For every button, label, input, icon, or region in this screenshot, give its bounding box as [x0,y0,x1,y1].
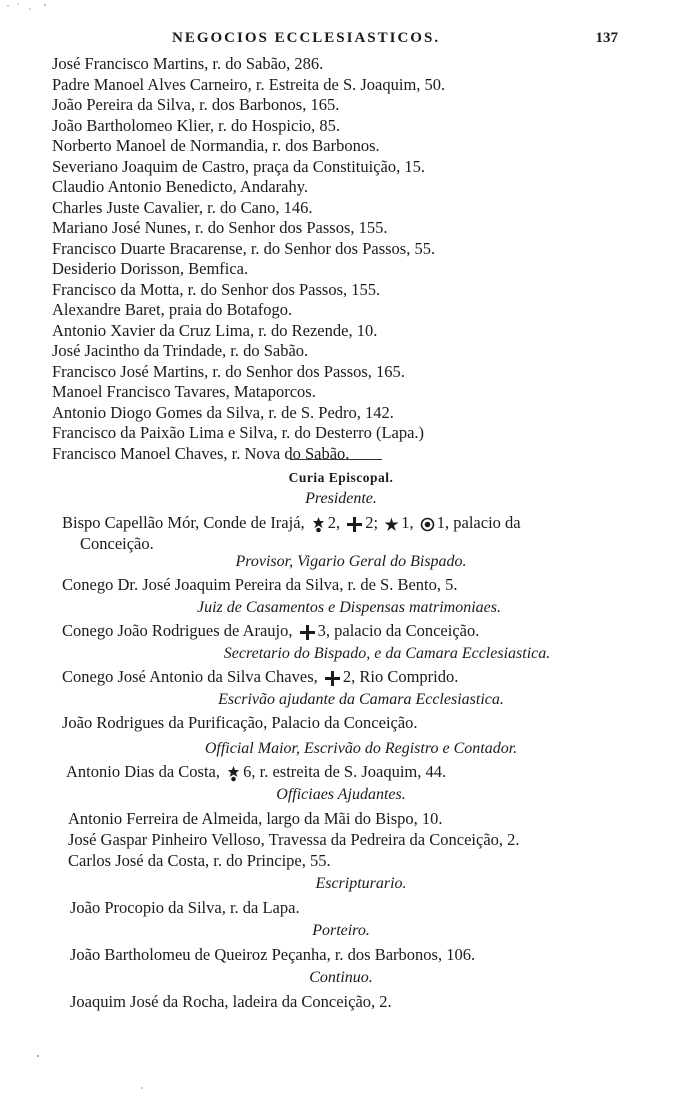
list-item: Francisco Manoel Chaves, r. Nova do Sabão. [52,443,350,463]
list-item: Claudio Antonio Benedicto, Andarahy. [52,177,309,196]
entry-bispo [62,513,521,533]
list-item: Francisco José Martins, r. do Senhor dos Passos, 165. [52,361,405,381]
cross-order-icon [346,516,363,533]
entry-provisor: Conego Dr. José Joaquim Pereira da Silva, r. de S. Bento, 5. [62,575,458,594]
entry-text: Conego José Antonio da Silva Chaves, [62,667,318,686]
section-title: Curia Episcopal. [288,470,394,485]
list-item: José Francisco Martins, r. do Sabão, 286. [52,54,324,73]
medal-icon [226,765,241,782]
entry-secretario [62,667,458,687]
list-item: João Pereira da Silva, r. dos Barbonos, 165. [52,95,340,114]
entry-text: Antonio Dias da Costa, [66,762,220,781]
entry-porteiro: João Bartholomeu de Queiroz Peçanha, r. dos Barbonos, 106. [70,945,476,964]
entry-ajudante: Antonio Ferreira de Almeida, largo da Mãi do Bispo, 10. [68,809,443,828]
address-list [52,54,622,464]
entry-juiz [62,621,479,641]
list-item: Antonio Diogo Gomes da Silva, r. de S. Pedro, 142. [52,402,394,422]
star-order-icon [384,517,399,532]
list-item: Norberto Manoel de Normandia, r. dos Barbonos. [52,136,380,155]
list-item: Antonio Xavier da Cruz Lima, r. do Rezende, 10. [52,320,378,340]
entry-escrivao: João Rodrigues da Purificação, Palacio da Conceição. [62,713,418,732]
list-item: Mariano José Nunes, r. do Senhor dos Passos, 155. [52,218,388,237]
role-heading: Official Maior, Escrivão do Registro e Contador. [204,740,518,757]
rose-order-icon [420,517,435,532]
entry-escripturario: João Procopio da Silva, r. da Lapa. [70,898,300,917]
page-number: 137 [595,30,618,46]
paper-specks-icon [30,1040,430,1100]
entry-text: Conego João Rodrigues de Araujo, [62,621,293,640]
list-item: João Bartholomeo Klier, r. do Hospicio, 85. [52,115,341,135]
entry-number: 2, [327,513,341,532]
paper-specks-icon [0,0,60,20]
medal-icon [311,516,326,533]
role-heading: Officiaes Ajudantes. [276,786,406,803]
entry-ajudante: José Gaspar Pinheiro Velloso, Travessa da Pedreira da Conceição, 2. [68,830,520,849]
list-item: Francisco Duarte Bracarense, r. do Senhor dos Passos, 55. [52,238,436,258]
list-item: Padre Manoel Alves Carneiro, r. Estreita de S. Joaquim, 50. [52,74,446,94]
role-heading: Provisor, Vigario Geral do Bispado. [235,553,467,570]
entry-official [66,762,446,782]
role-heading: Porteiro. [312,922,370,939]
entry-text: 2, Rio Comprido. [342,667,459,686]
cross-order-icon [299,624,316,641]
page-header [52,30,618,52]
list-item: Francisco da Motta, r. do Senhor dos Passos, 155. [52,279,381,299]
entry-number: 2; [365,513,379,532]
role-heading: Juiz de Casamentos e Dispensas matrimoniaes. [197,599,501,616]
entry-number: 1, [401,513,414,532]
entry-ajudante: Carlos José da Costa, r. do Principe, 55. [68,851,331,870]
entry-continuation: Conceição. [80,534,154,553]
list-item: Severiano Joaquim de Castro, praça da Constituição, 15. [52,156,425,176]
role-heading: Escrivão ajudante da Camara Ecclesiastica. [218,691,504,708]
entry-text: 3, palacio da Conceição. [317,621,480,640]
list-item: Charles Juste Cavalier, r. do Cano, 146. [52,197,313,217]
list-item: Manoel Francisco Tavares, Mataporcos. [52,382,316,401]
list-item: Francisco da Paixão Lima e Silva, r. do Desterro (Lapa.) [52,423,425,442]
entry-text: 1, palacio da [436,513,521,532]
role-heading: Presidente. [305,490,377,507]
role-heading: Secretario do Bispado, e da Camara Ecclesiastica. [223,645,551,662]
entry-text: Bispo Capellão Mór, Conde de Irajá, [62,513,305,532]
role-heading: Escripturario. [315,875,407,892]
section-divider [290,459,382,460]
list-item: Alexandre Baret, praia do Botafogo. [52,300,293,319]
cross-order-icon [324,670,341,687]
entry-continuo: Joaquim José da Rocha, ladeira da Conceição, 2. [70,992,392,1011]
list-item: José Jacintho da Trindade, r. do Sabão. [52,341,309,360]
list-item: Desiderio Dorisson, Bemfica. [52,259,249,278]
role-heading: Continuo. [309,969,373,986]
running-title: NEGOCIOS ECCLESIASTICOS. [172,30,441,46]
entry-text: 6, r. estreita de S. Joaquim, 44. [243,762,447,781]
